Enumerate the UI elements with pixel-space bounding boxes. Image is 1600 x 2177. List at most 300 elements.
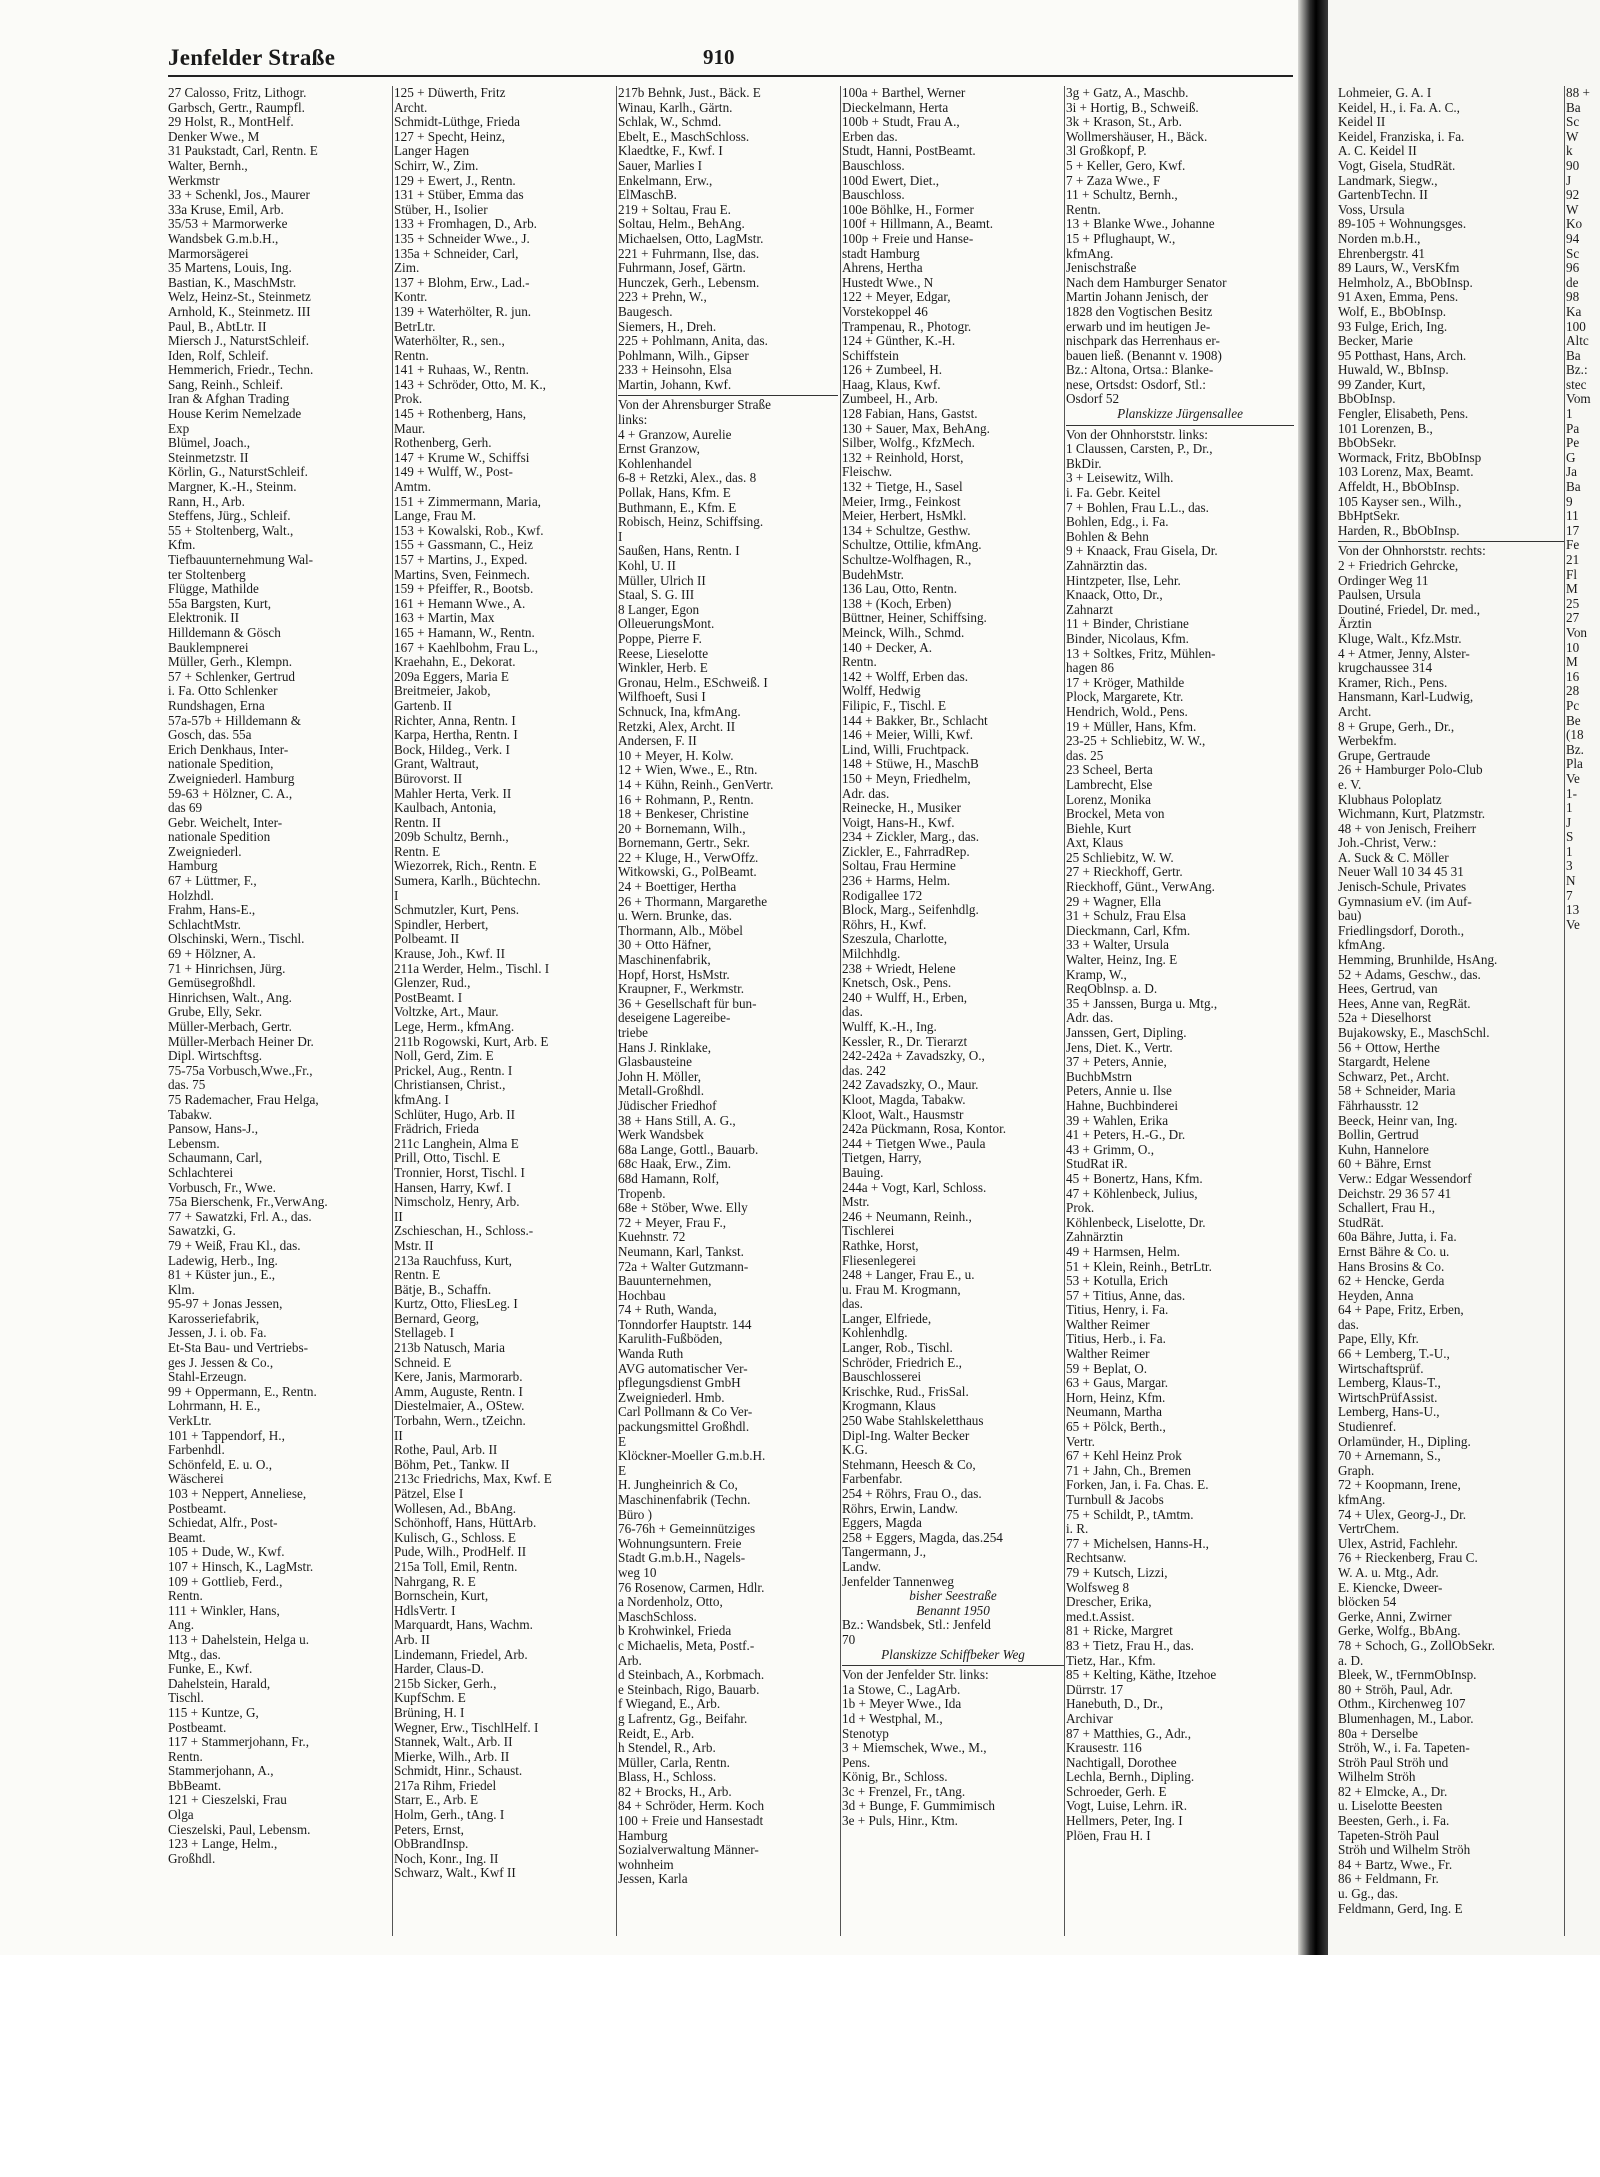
- directory-line: Rathke, Horst,: [842, 1238, 919, 1253]
- directory-line: Tietz, Har., Kfm.: [1066, 1653, 1156, 1668]
- directory-line: 219 + Soltau, Frau E.: [618, 202, 731, 217]
- directory-line: Brockel, Meta von: [1066, 807, 1165, 822]
- column-5: [1066, 86, 1294, 1936]
- directory-line: 113 + Dahelstein, Helga u.: [168, 1632, 309, 1647]
- directory-line: u. Gg., das.: [1338, 1887, 1399, 1902]
- directory-line: W: [1566, 202, 1579, 217]
- directory-line: Kramer, Rich., Pens.: [1338, 675, 1448, 690]
- directory-line: 133 + Fromhagen, D., Arb.: [394, 217, 537, 232]
- directory-line: kfmAng.: [1066, 246, 1114, 261]
- directory-line: 53 + Kotulla, Erich: [1066, 1274, 1168, 1289]
- directory-line: Denker Wwe., M: [168, 129, 260, 144]
- directory-line: Rentn.: [842, 655, 877, 670]
- directory-line: Hochbau: [618, 1288, 666, 1303]
- directory-line: Maschinenfabrik,: [618, 953, 711, 968]
- directory-line: König, Br., Schloss.: [842, 1770, 948, 1785]
- directory-line: 100p + Freie und Hanse-: [842, 231, 974, 246]
- directory-line: StudRät.: [1338, 1215, 1384, 1230]
- directory-line: Pape, Elly, Kfr.: [1338, 1332, 1419, 1347]
- directory-line: Ulex, Astrid, Fachlehr.: [1338, 1536, 1458, 1551]
- directory-line: Gerke, Anni, Zwirner: [1338, 1609, 1452, 1624]
- directory-line: blöcken 54: [1338, 1595, 1397, 1610]
- directory-line: Zim.: [394, 261, 420, 276]
- directory-line: triebe: [618, 1026, 649, 1040]
- directory-line: Jenisch-Schule, Privates: [1338, 880, 1467, 895]
- directory-line: Schroeder, Gerh. E: [1066, 1784, 1167, 1799]
- directory-line: Starr, E., Arb. E: [394, 1793, 479, 1808]
- directory-line: Bornschein, Kurt,: [394, 1589, 489, 1604]
- directory-line: E. Kiencke, Dweer-: [1338, 1580, 1443, 1595]
- directory-line: Friedlingsdorf, Doroth.,: [1338, 923, 1465, 938]
- directory-line: 1: [1566, 407, 1573, 422]
- directory-line: 52 + Adams, Geschw., das.: [1338, 967, 1481, 982]
- directory-line: nationale Spedition,: [168, 757, 274, 772]
- directory-line: Andersen, F. II: [618, 734, 697, 749]
- directory-line: 211b Rogowski, Kurt, Arb. E: [394, 1034, 549, 1049]
- directory-line: Zahnärztin das.: [1066, 559, 1148, 573]
- directory-line: Reidt, E., Arb.: [618, 1726, 695, 1741]
- directory-line: VerkLtr.: [168, 1414, 212, 1429]
- directory-line: Neumann, Karl, Tankst.: [618, 1244, 744, 1259]
- directory-line: 92: [1566, 188, 1580, 203]
- directory-line: 80a + Derselbe: [1338, 1726, 1418, 1741]
- directory-line: Schultze, Ottilie, kfmAng.: [842, 538, 982, 553]
- directory-line: 72a + Walter Gutzmann-: [618, 1259, 749, 1274]
- directory-line: 19 + Müller, Hans, Kfm.: [1066, 719, 1197, 734]
- directory-line: 117 + Stammerjohann, Fr.,: [168, 1735, 310, 1750]
- directory-line: W. A. u. Mtg., Adr.: [1338, 1565, 1439, 1580]
- directory-line: 126 + Zumbeel, H.: [842, 363, 943, 378]
- directory-line: Kuhn, Hannelore: [1338, 1142, 1429, 1157]
- directory-line: 213c Friedrichs, Max, Kwf. E: [394, 1472, 552, 1487]
- directory-line: Schultze-Wolfhagen, R.,: [842, 553, 972, 567]
- directory-line: 103 Lorenz, Max, Beamt.: [1338, 465, 1474, 480]
- directory-line: Wanda Ruth: [618, 1347, 684, 1362]
- directory-line: Axt, Klaus: [1066, 836, 1124, 851]
- directory-line: Farbenfabr.: [842, 1472, 903, 1487]
- directory-line: Harder, Claus-D.: [394, 1662, 484, 1677]
- directory-line: Paulsen, Ursula: [1338, 588, 1421, 603]
- directory-line: Lechla, Bernh., Dipling.: [1066, 1770, 1195, 1785]
- directory-line: Joh.-Christ, Verw.:: [1338, 836, 1437, 851]
- directory-line: 76 + Rieckenberg, Frau C.: [1338, 1551, 1478, 1566]
- directory-line: Drescher, Erika,: [1066, 1595, 1152, 1610]
- directory-line: 95-97 + Jonas Jessen,: [168, 1297, 283, 1312]
- column-divider: [392, 86, 393, 1936]
- directory-line: 23-25 + Schliebitz, W. W.,: [1066, 734, 1206, 749]
- directory-line: 83 + Tietz, Frau H., das.: [1066, 1638, 1194, 1653]
- directory-line: deseigene Lagereibe-: [618, 1011, 731, 1026]
- directory-line: Werkmstr: [168, 173, 220, 188]
- directory-line: u. Frau M. Krogmann,: [842, 1282, 961, 1297]
- directory-line: 75 Rademacher, Frau Helga,: [168, 1092, 319, 1107]
- directory-line: Steffens, Jürg., Schleif.: [168, 509, 291, 524]
- directory-line: Thormann, Alb., Möbel: [618, 923, 743, 938]
- directory-line: Ba: [1566, 348, 1581, 363]
- directory-line: Bauschlosserei: [842, 1370, 922, 1385]
- directory-line: 33a Kruse, Emil, Arb.: [168, 202, 284, 217]
- directory-line: 23 Scheel, Berta: [1066, 763, 1153, 778]
- directory-line: 74 + Ruth, Wanda,: [618, 1303, 717, 1318]
- directory-line: Blumenhagen, M., Labor.: [1338, 1711, 1474, 1726]
- directory-line: Martin Johann Jenisch, der: [1066, 290, 1209, 305]
- directory-line: Körlin, G., NaturstSchleif.: [168, 465, 308, 480]
- directory-line: Müller, Carla, Rentn.: [618, 1755, 730, 1770]
- directory-line: 16 + Rohmann, P., Rentn.: [618, 792, 754, 807]
- directory-line: Bauschloss.: [842, 158, 905, 173]
- directory-line: 99 + Oppermann, E., Rentn.: [168, 1384, 317, 1399]
- directory-line: Langer Hagen: [394, 144, 470, 159]
- directory-line: Binder, Nicolaus, Kfm.: [1066, 631, 1189, 646]
- directory-line: 48 + von Jenisch, Freiherr: [1338, 821, 1477, 836]
- directory-line: Stammerjohann, A.,: [168, 1764, 274, 1779]
- directory-line: Jenischstraße: [1066, 261, 1137, 276]
- directory-line: Ströh Paul Ströh und: [1338, 1755, 1449, 1770]
- directory-line: Karpa, Hertha, Rentn. I: [394, 728, 518, 743]
- directory-line: 9 + Knaack, Frau Gisela, Dr.: [1066, 544, 1218, 559]
- directory-line: Noll, Gerd, Zim. E: [394, 1049, 494, 1064]
- directory-line: Walter, Bernh.,: [168, 158, 248, 173]
- directory-line: kfmAng.: [1338, 1493, 1386, 1507]
- directory-line: Gemüsegroßhdl.: [168, 976, 256, 991]
- directory-line: 35/53 + Marmorwerke: [168, 217, 288, 232]
- directory-line: packungsmittel Großhdl.: [618, 1420, 750, 1435]
- directory-line: Benannt 1950: [916, 1603, 990, 1618]
- directory-line: Bornemann, Gertr., Sekr.: [618, 836, 750, 851]
- directory-line: 68d Hamann, Rolf,: [618, 1171, 720, 1186]
- directory-line: Haag, Klaus, Kwf.: [842, 377, 941, 392]
- directory-line: Studienref.: [1338, 1420, 1397, 1435]
- directory-line: 65 + Pölck, Berth.,: [1066, 1420, 1166, 1435]
- directory-line: 90: [1566, 158, 1580, 173]
- directory-line: Miersch J., NaturstSchleif.: [168, 334, 310, 349]
- directory-line: Gebr. Weichelt, Inter-: [168, 815, 283, 830]
- directory-line: Milchhdlg.: [842, 947, 901, 962]
- directory-line: i. Fa. Gebr. Keitel: [1066, 486, 1161, 501]
- directory-line: 1828 den Vogtischen Besitz: [1066, 304, 1213, 319]
- directory-line: Martins, Sven, Feinmech.: [394, 567, 530, 582]
- directory-line: Landmark, Siegw.,: [1338, 173, 1438, 188]
- directory-line: Poppe, Pierre F.: [618, 631, 702, 646]
- directory-line: 100f + Hillmann, A., Beamt.: [842, 217, 994, 232]
- directory-line: OlleuerungsMont.: [618, 617, 715, 632]
- directory-line: Hansen, Harry, Kwf. I: [394, 1180, 512, 1195]
- directory-line: 79 + Weiß, Frau Kl., das.: [168, 1238, 301, 1253]
- directory-line: Ladewig, Herb., Ing.: [168, 1253, 278, 1268]
- directory-line: Ernst Bähre & Co. u.: [1338, 1244, 1450, 1259]
- directory-line: Witkowski, G., PolBeamt.: [618, 865, 757, 880]
- directory-line: Wäscherei: [168, 1472, 224, 1487]
- directory-line: Rentn. II: [394, 815, 441, 830]
- directory-line: 13 + Blanke Wwe., Johanne: [1066, 217, 1215, 232]
- directory-line: 30 + Otto Häfner,: [618, 938, 712, 953]
- directory-line: Noch, Konr., Ing. II: [394, 1851, 499, 1866]
- directory-line: 29 Holst, R., MontHelf.: [168, 115, 294, 130]
- page-header: [168, 45, 1293, 77]
- directory-line: Dürrstr. 17: [1066, 1682, 1124, 1697]
- directory-line: Kuehnstr. 72: [618, 1230, 686, 1245]
- directory-line: A. Suck & C. Möller: [1338, 850, 1449, 865]
- directory-line: Hemming, Brunhilde, HsAng.: [1338, 953, 1498, 968]
- directory-line: Ja: [1566, 465, 1577, 480]
- directory-line: Kulisch, G., Schloss. E: [394, 1530, 516, 1545]
- directory-line: Glenzer, Rud.,: [394, 976, 471, 991]
- directory-line: Et-Sta Bau- und Vertriebs-: [168, 1341, 309, 1356]
- directory-line: 100b + Studt, Frau A.,: [842, 115, 960, 130]
- directory-line: Müller-Merbach Heiner Dr.: [168, 1034, 314, 1049]
- directory-line: 49 + Harmsen, Helm.: [1066, 1244, 1181, 1259]
- directory-line: 165 + Hamann, W., Rentn.: [394, 625, 535, 640]
- directory-line: das 69: [168, 801, 203, 816]
- directory-line: 136 Lau, Otto, Rentn.: [842, 582, 958, 597]
- directory-line: 18 + Benkeser, Christine: [618, 807, 749, 822]
- directory-line: 217a Rihm, Friedel: [394, 1778, 497, 1793]
- directory-line: 236 + Harms, Helm.: [842, 874, 951, 889]
- directory-line: Schiedat, Alfr., Post-: [168, 1516, 278, 1531]
- directory-line: Mtg., das.: [168, 1647, 221, 1662]
- directory-line: (18: [1566, 728, 1584, 743]
- directory-line: Hahne, Buchbinderei: [1066, 1098, 1179, 1113]
- directory-line: Tietgen, Harry,: [842, 1151, 922, 1166]
- directory-line: Pc: [1566, 698, 1580, 713]
- directory-line: Bätje, B., Schaffn.: [394, 1282, 492, 1297]
- directory-line: 10: [1566, 640, 1580, 655]
- directory-line: 7 + Zaza Wwe., F: [1066, 173, 1161, 188]
- directory-line: Blümel, Joach.,: [168, 436, 251, 451]
- directory-line: Archt.: [394, 100, 428, 115]
- directory-line: Sc: [1566, 115, 1580, 130]
- directory-line: Böhm, Pet., Tankw. II: [394, 1457, 510, 1472]
- directory-line: 70 + Arnemann, S.,: [1338, 1449, 1441, 1464]
- directory-line: Kurtz, Otto, FliesLeg. I: [394, 1297, 518, 1312]
- directory-line: 121 + Cieszelski, Frau: [168, 1793, 287, 1808]
- directory-line: Stüber, H., Isolier: [394, 202, 488, 217]
- directory-line: Hees, Anne van, RegRät.: [1338, 996, 1471, 1011]
- directory-line: BbBeamt.: [168, 1778, 222, 1793]
- directory-line: 4 + Granzow, Aurelie: [618, 427, 732, 442]
- directory-line: II: [394, 1209, 403, 1224]
- directory-line: 100e Böhlke, H., Former: [842, 202, 974, 217]
- directory-line: a Nordenholz, Otto,: [618, 1595, 723, 1610]
- directory-line: Iden, Rolf, Schleif.: [168, 348, 269, 363]
- directory-line: Kessler, R., Dr. Tierarzt: [842, 1034, 968, 1049]
- directory-line: J: [1566, 173, 1572, 188]
- directory-line: das. 25: [1066, 748, 1104, 763]
- directory-line: Sawatzki, G.: [168, 1224, 236, 1239]
- directory-line: g Lafrentz, Gg., Beifahr.: [618, 1711, 748, 1726]
- directory-line: Titius, Henry, i. Fa.: [1066, 1303, 1169, 1318]
- directory-line: Stadt G.m.b.H., Nagels-: [618, 1551, 746, 1566]
- directory-line: 250 Wabe Stahlskeletthaus: [842, 1414, 984, 1429]
- directory-line: 72 + Meyer, Frau F.,: [618, 1215, 727, 1230]
- directory-line: 11 + Binder, Christiane: [1066, 617, 1189, 632]
- directory-line: K.G.: [842, 1443, 868, 1458]
- directory-line: b Krohwinkel, Frieda: [618, 1624, 732, 1639]
- directory-line: Postbeamt.: [168, 1501, 227, 1516]
- directory-line: 123 + Lange, Helm.,: [168, 1837, 278, 1852]
- directory-line: nationale Spedition: [168, 830, 271, 845]
- directory-line: 59-63 + Hölzner, C. A.,: [168, 786, 293, 801]
- directory-line: bauen ließ. (Benannt v. 1908): [1066, 348, 1222, 363]
- directory-line: Graph.: [1338, 1463, 1375, 1478]
- directory-line: 95 Potthast, Hans, Arch.: [1338, 348, 1467, 363]
- directory-line: Stannek, Walt., Arb. II: [394, 1735, 513, 1750]
- directory-line: Ba: [1566, 100, 1581, 115]
- directory-line: das.: [842, 1005, 863, 1020]
- directory-line: Turnbull & Jacobs: [1066, 1493, 1164, 1507]
- directory-line: BetrLtr.: [394, 319, 436, 334]
- directory-line: 131 + Stüber, Emma das: [394, 188, 524, 203]
- directory-line: Tapeten-Ströh Paul: [1338, 1828, 1440, 1843]
- directory-line: Spindler, Herbert,: [394, 917, 489, 932]
- directory-line: Wolff, Hedwig: [842, 684, 921, 699]
- directory-line: Beamt.: [168, 1530, 206, 1545]
- directory-line: Von der Jenfelder Str. links:: [842, 1665, 1064, 1683]
- directory-line: Krogmann, Klaus: [842, 1399, 936, 1414]
- directory-line: 128 Fabian, Hans, Gastst.: [842, 407, 978, 422]
- directory-line: Pa: [1566, 421, 1580, 436]
- directory-line: Rodigallee 172: [842, 888, 923, 903]
- directory-line: 135 + Schneider Wwe., J.: [394, 231, 530, 246]
- directory-line: Richter, Anna, Rentn. I: [394, 713, 516, 728]
- directory-line: 91 Axen, Emma, Pens.: [1338, 290, 1459, 305]
- directory-line: 37 + Peters, Annie,: [1066, 1055, 1167, 1070]
- directory-line: 10 + Meyer, H. Kolw.: [618, 748, 734, 763]
- directory-line: Bürovorst. II: [394, 771, 463, 786]
- directory-line: Cieszelski, Paul, Lebensm.: [168, 1822, 311, 1837]
- directory-line: Welz, Heinz-St., Steinmetz: [168, 290, 311, 305]
- directory-line: Klm.: [168, 1282, 195, 1297]
- directory-line: Klaedtke, F., Kwf. I: [618, 144, 723, 159]
- directory-line: Huwald, W., BbInsp.: [1338, 363, 1449, 378]
- directory-line: Schneid. E: [394, 1355, 452, 1370]
- directory-line: Fliesenlegerei: [842, 1253, 916, 1268]
- directory-line: 146 + Meier, Willi, Kwf.: [842, 728, 974, 743]
- directory-line: c Michaelis, Meta, Postf.-: [618, 1638, 755, 1653]
- directory-line: 135a + Schneider, Carl,: [394, 246, 519, 261]
- directory-line: Fengler, Elisabeth, Pens.: [1338, 407, 1469, 422]
- directory-line: Lind, Willi, Fruchtpack.: [842, 742, 970, 757]
- directory-line: Dieckelmann, Herta: [842, 100, 949, 115]
- directory-line: Forken, Jan, i. Fa. Chas. E.: [1066, 1478, 1209, 1493]
- directory-line: 16: [1566, 669, 1580, 684]
- directory-line: 35 Martens, Louis, Ing.: [168, 261, 292, 276]
- directory-line: 132 + Reinhold, Horst,: [842, 450, 964, 465]
- directory-line: Doutiné, Friedel, Dr. med.,: [1338, 602, 1481, 617]
- directory-line: Mstr. II: [394, 1238, 434, 1253]
- directory-line: Janssen, Gert, Dipling.: [1066, 1026, 1187, 1040]
- directory-line: Voigt, Hans-H., Kwf.: [842, 815, 955, 830]
- directory-line: Grupe, Gertraude: [1338, 748, 1431, 763]
- directory-line: 142 + Wolff, Erben das.: [842, 669, 969, 684]
- directory-line: i. Fa. Otto Schlenker: [168, 684, 278, 699]
- directory-line: Gerke, Wolfg., BbAng.: [1338, 1624, 1461, 1639]
- directory-line: 1: [1566, 844, 1573, 859]
- directory-line: M: [1566, 655, 1578, 670]
- directory-line: Fleischw.: [842, 465, 893, 480]
- directory-line: Biehle, Kurt: [1066, 821, 1132, 836]
- directory-line: Stehmann, Heesch & Co,: [842, 1457, 976, 1472]
- directory-line: Postbeamt.: [168, 1720, 227, 1735]
- directory-line: Schönhoff, Hans, HüttArb.: [394, 1516, 537, 1531]
- directory-line: 115 + Kuntze, G,: [168, 1705, 259, 1720]
- directory-line: Büro ): [618, 1507, 653, 1522]
- directory-line: 248 + Langer, Frau E., u.: [842, 1268, 975, 1283]
- directory-line: Prok.: [1066, 1201, 1095, 1216]
- directory-line: 17 + Kröger, Mathilde: [1066, 675, 1185, 690]
- directory-line: Landw.: [842, 1559, 882, 1574]
- column-4: [842, 86, 1064, 1936]
- directory-line: Robisch, Heinz, Schiffsing.: [618, 515, 764, 530]
- directory-line: 153 + Kowalski, Rob., Kwf.: [394, 523, 544, 538]
- directory-line: 98: [1566, 290, 1580, 305]
- directory-line: Bastian, K., MaschMstr.: [168, 275, 297, 290]
- directory-line: Blass, H., Schloss.: [618, 1770, 717, 1785]
- directory-line: Lemberg, Hans-U.,: [1338, 1405, 1440, 1420]
- directory-line: Nach dem Hamburger Senator: [1066, 275, 1227, 290]
- directory-line: 215a Toll, Emil, Rentn.: [394, 1559, 518, 1574]
- directory-line: Langer, Elfriede,: [842, 1311, 932, 1326]
- directory-line: 14 + Kühn, Reinh., GenVertr.: [618, 777, 774, 792]
- directory-line: Hanebuth, D., Dr.,: [1066, 1697, 1164, 1712]
- directory-line: 22 + Kluge, H., VerwOffz.: [618, 850, 759, 865]
- directory-line: 223 + Prehn, W.,: [618, 290, 707, 305]
- directory-line: Kere, Janis, Marmorarb.: [394, 1370, 523, 1385]
- directory-line: 67 + Lüttmer, F.,: [168, 874, 257, 889]
- directory-line: Stargardt, Helene: [1338, 1055, 1431, 1070]
- directory-line: 82 + Elmcke, A., Dr.: [1338, 1784, 1448, 1799]
- directory-line: Kohlenhandel: [618, 456, 692, 471]
- directory-line: Plöen, Frau H. I: [1066, 1828, 1151, 1843]
- directory-line: Baugesch.: [618, 304, 673, 319]
- directory-line: Ströh und Wilhelm Ströh: [1338, 1843, 1471, 1858]
- directory-line: 3k + Krason, St., Arb.: [1066, 115, 1182, 130]
- directory-line: 101 Lorenzen, B.,: [1338, 421, 1433, 436]
- directory-line: Wulff, K.-H., Ing.: [842, 1020, 937, 1034]
- directory-line: 3d + Bunge, F. Gummimisch: [842, 1799, 995, 1814]
- directory-line: ElMaschB.: [618, 188, 677, 203]
- directory-line: Ströh, W., i. Fa. Tapeten-: [1338, 1741, 1470, 1756]
- directory-line: Dipl. Wirtschftsg.: [168, 1049, 263, 1064]
- directory-line: Iran & Afghan Trading: [168, 392, 290, 407]
- directory-line: Dieckmann, Carl, Kfm.: [1066, 923, 1191, 938]
- directory-line: e. V.: [1338, 777, 1362, 792]
- directory-line: 8 + Grupe, Gerh., Dr.,: [1338, 719, 1455, 734]
- directory-line: VertrChem.: [1338, 1522, 1400, 1537]
- directory-line: N: [1566, 874, 1576, 889]
- column-divider: [1064, 86, 1065, 1936]
- directory-line: Zahnarzt: [1066, 602, 1113, 617]
- directory-line: Ahrens, Hertha: [842, 261, 923, 276]
- directory-line: Lambrecht, Else: [1066, 777, 1153, 792]
- directory-line: 72 + Koopmann, Irene,: [1338, 1478, 1461, 1493]
- directory-line: Archt.: [1338, 704, 1372, 719]
- directory-line: Krausestr. 116: [1066, 1741, 1142, 1756]
- directory-line: Wolf, E., BbObInsp.: [1338, 304, 1447, 319]
- directory-line: Bz.:: [1566, 363, 1588, 378]
- directory-line: u. Liselotte Beesten: [1338, 1799, 1443, 1814]
- directory-line: Olga: [168, 1808, 194, 1823]
- directory-line: 31 + Schulz, Frau Elsa: [1066, 909, 1186, 924]
- directory-line: Filipic, F., Tischl. E: [842, 698, 947, 713]
- directory-line: Zweigniederl. Hamburg: [168, 771, 295, 786]
- directory-line: e Steinbach, Rigo, Bauarb.: [618, 1682, 760, 1697]
- directory-line: Keidel, Franziska, i. Fa.: [1338, 129, 1465, 144]
- directory-line: 148 + Stüwe, H., MaschB: [842, 757, 979, 772]
- directory-line: BbHptSekr.: [1338, 509, 1400, 524]
- directory-line: 8 Langer, Egon: [618, 602, 700, 617]
- directory-line: Nachtigall, Dorothee: [1066, 1755, 1177, 1770]
